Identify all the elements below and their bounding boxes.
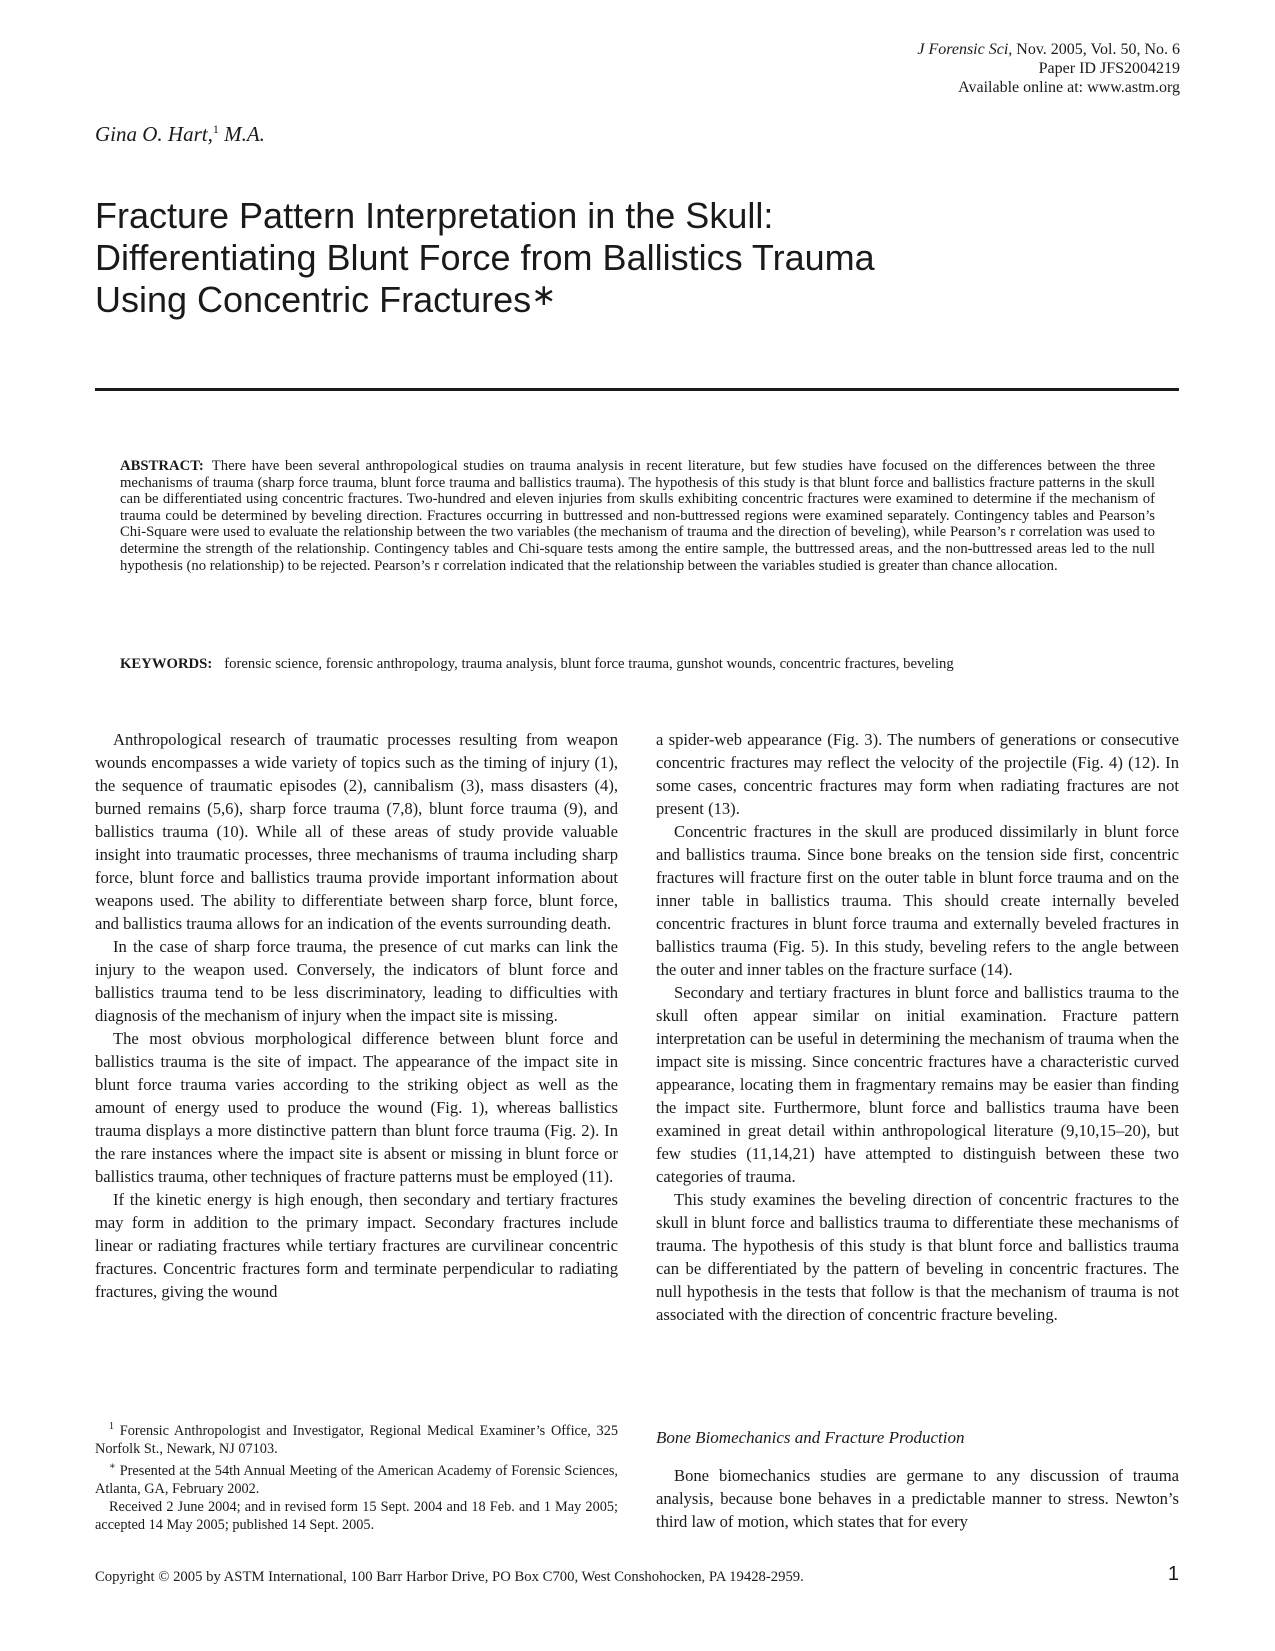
body-column-right xyxy=(656,728,1179,1326)
journal-header xyxy=(917,40,1180,97)
keywords-label: KEYWORDS: xyxy=(120,656,213,672)
section-body xyxy=(656,1464,1179,1533)
footnote-presentation-text: Presented at the 54th Annual Meeting of the American Academy of Forensic Sciences, Atlanta, GA, February 2002. xyxy=(95,1462,618,1497)
author-affiliation-mark: 1 xyxy=(212,122,219,136)
author-line xyxy=(95,122,265,147)
body-paragraph: a spider-web appearance (Fig. 3). The numbers of generations or consecutive concentric fractures may reflect the velocity of the projectile (Fig. 4) (12). In some cases, concentric fractures may form when radiating fractures are not present (13). xyxy=(656,730,1179,818)
journal-issue: Nov. 2005, Vol. 50, No. 6 xyxy=(1012,41,1180,58)
body-paragraph: The most obvious morphological difference between blunt force and ballistics trauma is the site of impact. The appearance of the impact site in blunt force trauma varies according to the striking object as well as the amount of energy used to produce the wound (Fig. 1), whereas ballistics trauma displays a more distinctive pattern than blunt force trauma (Fig. 2). In the rare instances where the impact site is absent or missing in blunt force or ballistics trauma, other techniques of fracture patterns must be employed (11). xyxy=(95,1029,618,1186)
page-number: 1 xyxy=(1167,1563,1179,1585)
section-heading: Bone Biomechanics and Fracture Production xyxy=(656,1428,965,1447)
keywords xyxy=(120,656,1180,673)
title-footnote-mark: ∗ xyxy=(531,279,557,312)
abstract xyxy=(120,458,1155,574)
journal-citation xyxy=(917,40,1180,59)
body-paragraph: Bone biomechanics studies are germane to any discussion of trauma analysis, because bone behaves in a predictable manner to stress. Newton’s third law of motion, which states that for every xyxy=(656,1466,1179,1531)
availability-note: Available online at: www.astm.org xyxy=(958,79,1180,96)
title-line-2: Differentiating Blunt Force from Ballistics Trauma xyxy=(95,237,875,278)
title-line-1: Fracture Pattern Interpretation in the Skull: xyxy=(95,195,774,236)
body-paragraph: Concentric fractures in the skull are produced dissimilarly in blunt force and ballistics trauma. Since bone breaks on the tension side first, concentric fractures will fracture first on the outer table in blunt force trauma and on the inner table in ballistics trauma. This should create internally beveled concentric fractures in blunt force trauma and externally beveled fractures in ballistics trauma (Fig. 5). In this study, beveling refers to the angle between the outer and inner tables on the fracture surface (14). xyxy=(656,822,1179,979)
keywords-text: forensic science, forensic anthropology, trauma analysis, blunt force trauma, gunshot wounds, concentric fractures, beveling xyxy=(224,656,954,672)
title-divider xyxy=(95,388,1179,391)
journal-name: J Forensic Sci, xyxy=(917,41,1013,58)
copyright-footer: Copyright © 2005 by ASTM International, 100 Barr Harbor Drive, PO Box C700, West Conshohocken, PA 19428-2959. xyxy=(95,1569,804,1585)
body-paragraph: In the case of sharp force trauma, the presence of cut marks can link the injury to the weapon used. Conversely, the indicators of blunt force and ballistics trauma tend to be less discriminatory, leading to difficulties with diagnosis of the mechanism of injury when the impact site is missing. xyxy=(95,937,618,1025)
body-column-left xyxy=(95,728,618,1303)
author-degree: M.A. xyxy=(218,122,265,146)
paper-id: Paper ID JFS2004219 xyxy=(1038,60,1180,77)
body-paragraph: This study examines the beveling direction of concentric fractures to the skull in blunt force and ballistics trauma to differentiate these mechanisms of trauma. The hypothesis of this study is that blunt force and ballistics trauma can be differentiated by the pattern of beveling in concentric fractures. The null hypothesis in the tests that follow is that the mechanism of trauma is not associated with the direction of concentric fracture beveling. xyxy=(656,1190,1179,1324)
footnote-presentation xyxy=(95,1458,618,1498)
footnote-mark-star: ∗ xyxy=(109,1460,116,1472)
abstract-label: ABSTRACT: xyxy=(120,458,204,474)
paper-title xyxy=(95,195,1095,321)
author-name: Gina O. Hart, xyxy=(95,122,213,146)
body-paragraph: Secondary and tertiary fractures in blunt force and ballistics trauma to the skull often appear similar on initial examination. Fracture pattern interpretation can be useful in determining the mechanism of trauma when the impact site is missing. Since concentric fractures have a characteristic curved appearance, locating them in fragmentary remains may be easier than finding the impact site. Furthermore, blunt force and ballistics trauma have been examined in great detail within anthropological literature (9,10,15–20), but few studies (11,14,21) have attempted to distinguish between these two categories of trauma. xyxy=(656,983,1179,1186)
footnote-received: Received 2 June 2004; and in revised form 15 Sept. 2004 and 18 Feb. and 1 May 2005; accepted 14 May 2005; published 14 Sept. 2005. xyxy=(95,1498,618,1533)
title-line-3: Using Concentric Fractures xyxy=(95,279,532,320)
footnote-mark-1: 1 xyxy=(109,1421,114,1432)
body-paragraph: Anthropological research of traumatic processes resulting from weapon wounds encompasses a wide variety of topics such as the timing of injury (1), the sequence of traumatic episodes (2), cannibalism (3), mass disasters (4), burned remains (5,6), sharp force trauma (7,8), blunt force trauma (9), and ballistics trauma (10). While all of these areas of study provide valuable insight into traumatic processes, three mechanisms of trauma including sharp force, blunt force and ballistics trauma provide important information about weapons used. The ability to differentiate between sharp force, blunt force, and ballistics trauma allows for an indication of the events surrounding death. xyxy=(95,730,618,933)
footnote-affiliation-text: Forensic Anthropologist and Investigator, Regional Medical Examiner’s Office, 325 Norfolk St., Newark, NJ 07103. xyxy=(95,1422,618,1457)
body-paragraph: If the kinetic energy is high enough, then secondary and tertiary fractures may form in addition to the primary impact. Secondary fractures include linear or radiating fractures while tertiary fractures are curvilinear concentric fractures. Concentric fractures form and terminate perpendicular to radiating fractures, giving the wound xyxy=(95,1190,618,1301)
abstract-text: There have been several anthropological studies on trauma analysis in recent literature, but few studies have focused on the differences between the three mechanisms of trauma (sharp force trauma, blunt force trauma and ballistics trauma). The hypothesis of this study is that blunt force and ballistics fracture patterns in the skull can be differentiated using concentric fractures. Two-hundred and eleven injuries from skulls exhibiting concentric fractures were examined to determine if the mechanism of trauma could be determined by beveling direction. Fractures occurring in buttressed and non-buttressed regions were examined separately. Contingency tables and Pearson’s Chi-Square were used to evaluate the relationship between the two variables (the mechanism of trauma and the direction of beveling), while Pearson’s r correlation was used to determine the strength of the relationship. Contingency tables and Chi-square tests among the entire sample, the buttressed areas, and the non-buttressed areas led to the null hypothesis (no relationship) to be rejected. Pearson’s r correlation indicated that the relationship between the variables studied is greater than chance allocation. xyxy=(120,458,1155,574)
footnote-affiliation xyxy=(95,1418,618,1458)
footnotes xyxy=(95,1418,618,1534)
